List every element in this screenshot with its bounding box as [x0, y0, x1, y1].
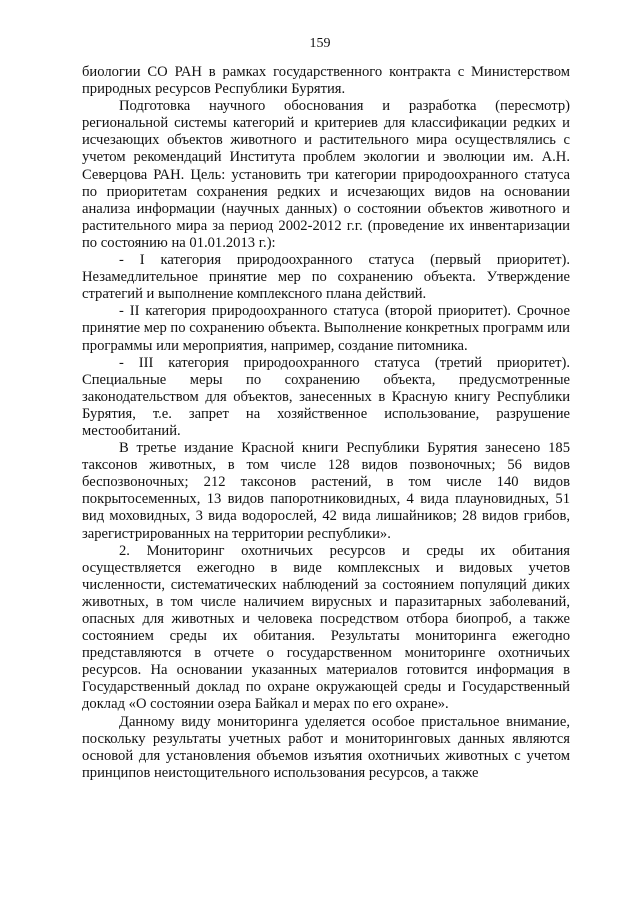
list-item-category-2: - II категория природоохранного статуса (второй приоритет). Срочное принятие мер по сохранению объекта. Выполнение конкретных программ или программы или мероприятия, например, создание питомника.: [82, 303, 570, 354]
list-item-category-3: - III категория природоохранного статуса (третий приоритет). Специальные меры по сохранению объекта, предусмотренные законодательством для объектов, занесенных в Красную книгу Республики Бурятия, т.е. запрет на хозяйственное использование, разрушение местообитаний.: [82, 354, 570, 439]
paragraph: биологии СО РАН в рамках государственного контракта с Министерством природных ресурсов Республики Бурятия.: [82, 64, 570, 98]
paragraph: 2. Мониторинг охотничьих ресурсов и среды их обитания осуществляется ежегодно в виде комплексных и видовых учетов численности, систематических наблюдений за состоянием популяций диких животных, в том числе наличием вирусных и паразитарных заболеваний, опасных для животных и человека посредством отбора биопроб, а также состоянием среды их обитания. Результаты мониторинга ежегодно представляются в отчете о государственном мониторинге охотничьих ресурсов. На основании указанных материалов готовится информация в Государственный доклад по охране окружающей среды и Государственный доклад «О состоянии озера Байкал и мерах по его охране».: [82, 542, 570, 713]
page-number: 159: [309, 36, 331, 51]
body-text: [82, 64, 570, 782]
paragraph: Подготовка научного обоснования и разработка (пересмотр) региональной системы категорий и критериев для классификации редких и исчезающих объектов животного и растительного мира осуществлялись с учетом рекомендаций Института проблем экологии и эволюции им. А.Н. Северцова РАН. Цель: установить три категории природоохранного статуса по приоритетам сохранения редких и исчезающих видов на основании анализа информации (научных данных) о состоянии объектов животного и растительного мира за период 2002-2012 г.г. (проведение их инвентаризации по состоянию на 01.01.2013 г.):: [82, 98, 570, 251]
paragraph: Данному виду мониторинга уделяется особое пристальное внимание, поскольку результаты учетных работ и мониторинговых данных являются основой для установления объемов изъятия охотничьих животных с учетом принципов неистощительного использования ресурсов, а также: [82, 713, 570, 781]
paragraph: В третье издание Красной книги Республики Бурятия занесено 185 таксонов животных, в том числе 128 видов позвоночных; 56 видов беспозвоночных; 212 таксонов растений, в том числе 140 видов покрытосеменных, 13 видов папоротниковидных, 4 вида плауновидных, 51 вид моховидных, 3 вида водорослей, 42 вида лишайников; 28 видов грибов, зарегистрированных на территории республики».: [82, 440, 570, 542]
list-item-category-1: - I категория природоохранного статуса (первый приоритет). Незамедлительное принятие мер по сохранению объекта. Утверждение стратегий и выполнение комплексного плана действий.: [82, 252, 570, 303]
